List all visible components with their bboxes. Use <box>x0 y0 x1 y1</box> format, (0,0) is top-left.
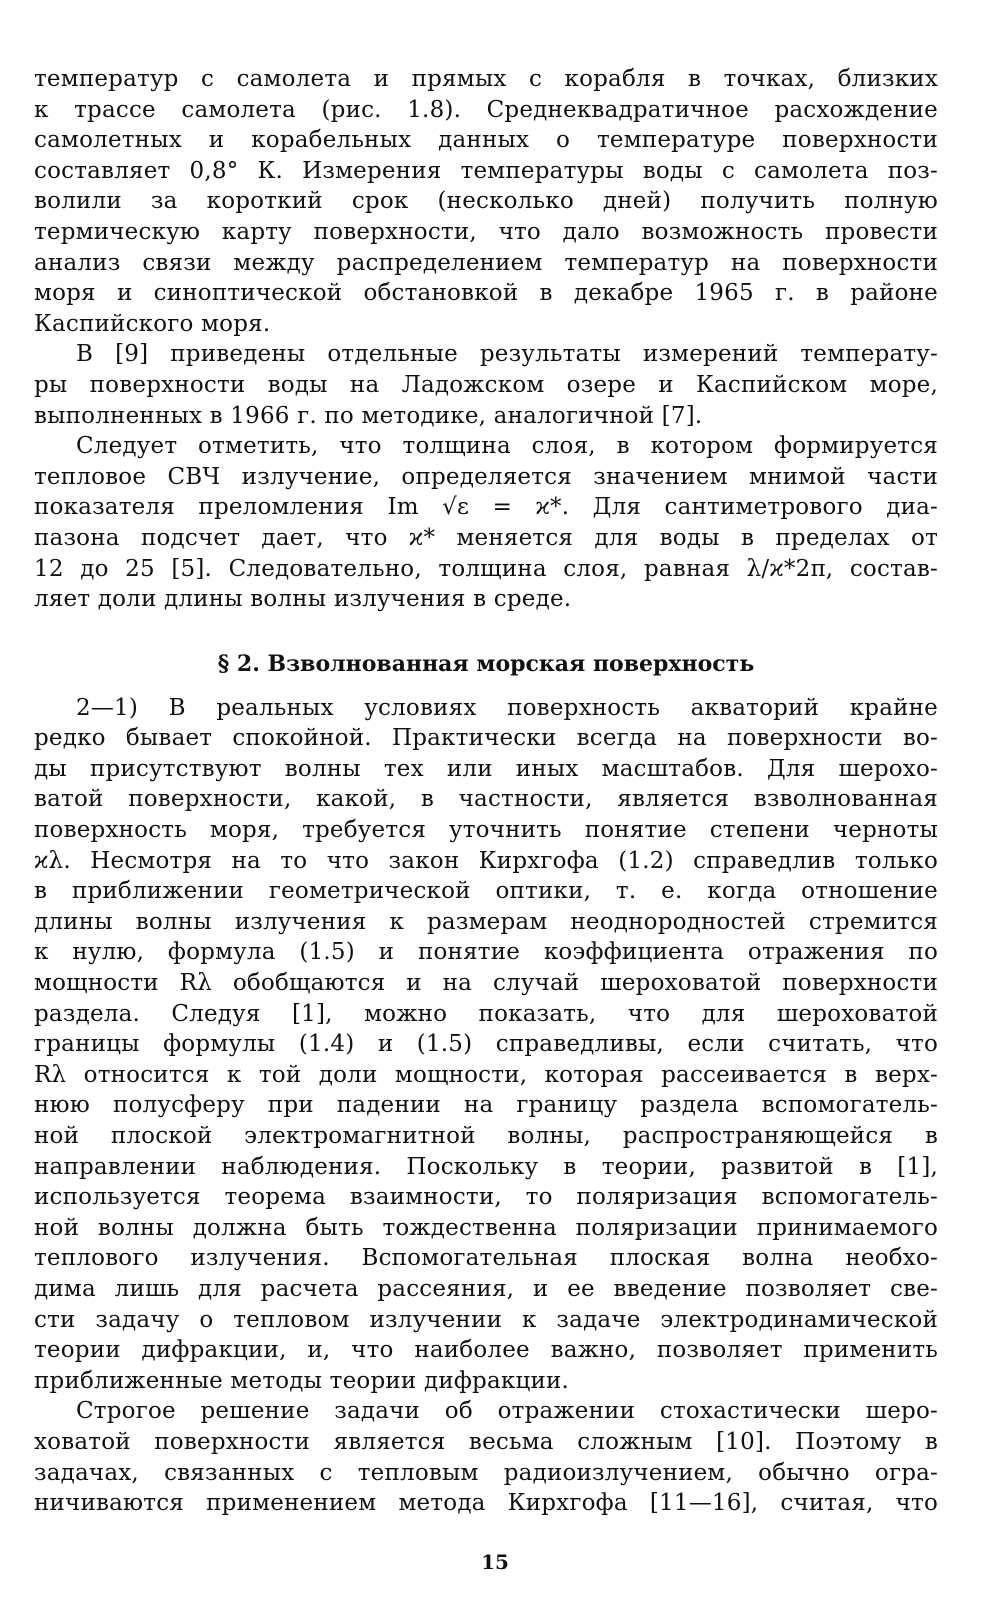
text-line: 2—1) В реальных условиях поверхность акваторий крайне <box>76 694 938 721</box>
text-line: нюю полусферу при падении на границу раздела вспомогатель- <box>34 1092 938 1119</box>
paragraph-2 <box>34 339 938 431</box>
paragraph-3 <box>34 431 938 615</box>
text-line: анализ связи между распределением температур на поверхности <box>34 249 938 276</box>
text-line: к трассе самолета (рис. 1.8). Среднеквадратичное расхождение <box>34 96 938 123</box>
text-line: Rλ относится к той доли мощности, которая рассеивается в верх- <box>34 1061 938 1088</box>
text-line: волили за короткий срок (несколько дней) получить полную <box>34 188 938 215</box>
text-line: дима лишь для расчета рассеяния, и ее введение позволяет све- <box>34 1275 938 1302</box>
text-line: теплового излучения. Вспомогательная плоская волна необхо- <box>34 1245 938 1272</box>
text-line: длины волны излучения к размерам неоднородностей стремится <box>34 908 938 935</box>
text-line: ϰλ. Несмотря на то что закон Кирхгофа (1.2) справедлив только <box>34 847 938 874</box>
text-line: ничиваются применением метода Кирхгофа [11—16], считая, что <box>34 1490 938 1517</box>
text-line: приближенные методы теории дифракции. <box>34 1367 570 1394</box>
section-title: § 2. Взволнованная морская поверхность <box>217 650 755 677</box>
text-line: ной волны должна быть тождественна поляризации принимаемого <box>34 1214 938 1241</box>
text-line: показателя преломления Im √ε = ϰ*. Для сантиметрового диа- <box>34 494 938 521</box>
text-line: ляет доли длины волны излучения в среде. <box>34 586 572 613</box>
page-body <box>34 64 938 1519</box>
text-line: составляет 0,8° К. Измерения температуры воды с самолета поз- <box>34 157 938 184</box>
text-line: Каспийского моря. <box>34 310 271 337</box>
text-line: мощности Rλ обобщаются и на случай шероховатой поверхности <box>34 970 938 997</box>
text-line: Строгое решение задачи об отражении стохастически шеро- <box>76 1398 938 1425</box>
page-number: 15 <box>481 1550 509 1574</box>
text-line: границы формулы (1.4) и (1.5) справедливы, если считать, что <box>34 1031 938 1058</box>
text-line: ной плоской электромагнитной волны, распространяющейся в <box>34 1123 938 1149</box>
paragraph-4 <box>34 693 938 1397</box>
text-line: самолетных и корабельных данных о температуре поверхности <box>34 127 938 154</box>
paragraph-5 <box>34 1396 938 1518</box>
text-line: ды присутствуют волны тех или иных масштабов. Для шерохо- <box>34 755 938 782</box>
text-line: температур с самолета и прямых с корабля в точках, близких <box>34 66 938 92</box>
text-line: задачах, связанных с тепловым радиоизлучением, обычно огра- <box>34 1459 938 1486</box>
text-line: тепловое СВЧ излучение, определяется значением мнимой части <box>34 463 938 490</box>
text-line: Следует отметить, что толщина слоя, в котором формируется <box>76 433 938 460</box>
text-line: В [9] приведены отдельные результаты измерений температу- <box>76 341 938 368</box>
text-line: редко бывает спокойной. Практически всегда на поверхности во- <box>34 725 938 752</box>
text-line: к нулю, формула (1.5) и понятие коэффициента отражения по <box>34 939 938 966</box>
text-line: выполненных в 1966 г. по методике, аналогичной [7]. <box>34 402 703 429</box>
text-line: 12 до 25 [5]. Следовательно, толщина слоя, равная λ/ϰ*2π, состав- <box>34 555 938 582</box>
text-line: ватой поверхности, какой, в частности, является взволнованная <box>34 786 938 813</box>
text-line: раздела. Следуя [1], можно показать, что для шероховатой <box>34 1000 938 1027</box>
text-line: сти задачу о тепловом излучении к задаче электродинамической <box>34 1306 938 1333</box>
text-line: термическую карту поверхности, что дало возможность провести <box>34 218 938 245</box>
paragraph-1 <box>34 64 938 339</box>
text-line: направлении наблюдения. Поскольку в теории, развитой в [1], <box>34 1153 938 1180</box>
text-line: в приближении геометрической оптики, т. е. когда отношение <box>34 878 938 905</box>
text-line: используется теорема взаимности, то поляризация вспомогатель- <box>34 1184 938 1211</box>
text-line: теории дифракции, и, что наиболее важно, позволяет применить <box>34 1337 938 1364</box>
text-line: моря и синоптической обстановкой в декабре 1965 г. в районе <box>34 280 938 307</box>
text-line: ры поверхности воды на Ладожском озере и Каспийском море, <box>34 371 938 398</box>
text-line: пазона подсчет дает, что ϰ* меняется для воды в пределах от <box>34 524 938 551</box>
text-line: поверхность моря, требуется уточнить понятие степени черноты <box>34 817 938 844</box>
text-line: ховатой поверхности является весьма сложным [10]. Поэтому в <box>34 1428 938 1455</box>
